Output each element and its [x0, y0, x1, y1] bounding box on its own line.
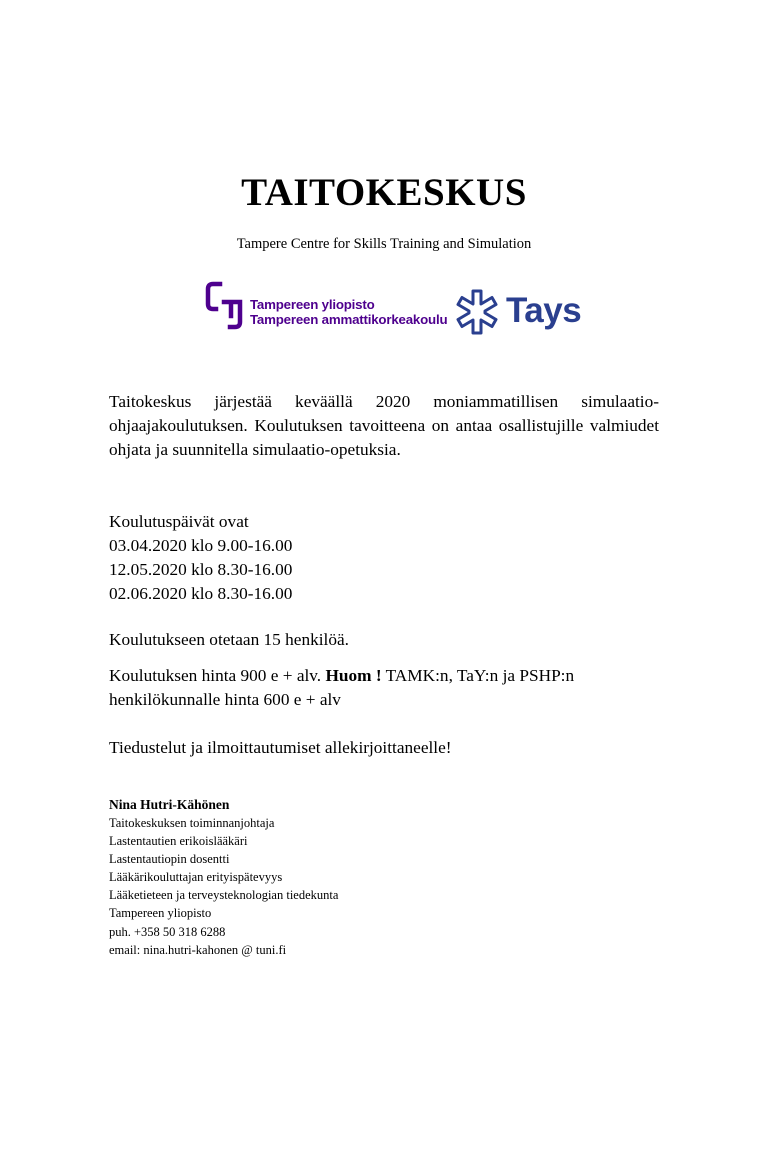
price-note: TAMK:n, TaY:n ja PSHP:n henkilökunnalle hinta 600 e + alv	[109, 666, 575, 709]
tuni-logo-line1: Tampereen yliopisto	[250, 297, 375, 312]
date-item: 02.06.2020 klo 8.30-16.00	[109, 584, 293, 603]
dates-heading: Koulutuspäivät ovat	[109, 512, 249, 531]
price-text: Koulutuksen hinta 900 e + alv.	[109, 666, 326, 685]
tampere-university-logo-text	[250, 297, 447, 327]
logo-row	[200, 278, 580, 338]
intro-paragraph: Taitokeskus järjestää keväällä 2020 moniammatillisen simulaatio-ohjaajakoulutuksen. Koulutuksen tavoitteena on antaa osallistujille valmiudet ohjata ja suunnitella simulaatio-opetuksia.	[109, 392, 659, 459]
price-paragraph	[109, 664, 659, 712]
signature-block	[109, 795, 338, 959]
price-note-label: Huom !	[325, 666, 382, 685]
date-item: 12.05.2020 klo 8.30-16.00	[109, 560, 293, 579]
page-title: TAITOKESKUS	[241, 171, 527, 214]
signature-line: Lääketieteen ja terveysteknologian tiedekunta	[109, 888, 339, 903]
page-subtitle: Tampere Centre for Skills Training and Simulation	[236, 236, 532, 252]
signature-email: email: nina.hutri-kahonen @ tuni.fi	[109, 942, 287, 957]
participants-text: Koulutukseen otetaan 15 henkilöä.	[109, 630, 349, 649]
signature-line: Lääkärikouluttajan erityispätevyys	[109, 870, 283, 885]
signature-line: Lastentautiopin dosentti	[109, 852, 230, 867]
signature-line: Lastentautien erikoislääkäri	[109, 834, 248, 849]
tays-star-of-life-icon	[453, 288, 501, 336]
tuni-logo-line2: Tampereen ammattikorkeakoulu	[250, 312, 448, 327]
signature-phone: puh. +358 50 318 6288	[109, 924, 226, 939]
tays-logo-text: Tays	[506, 291, 582, 330]
signature-line: Taitokeskuksen toiminnanjohtaja	[109, 816, 275, 830]
tampere-university-logo-icon	[204, 280, 248, 330]
signature-name: Nina Hutri-Kähönen	[109, 797, 230, 812]
training-dates	[109, 510, 292, 606]
contact-text: Tiedustelut ja ilmoittautumiset allekirjoittaneelle!	[109, 738, 452, 757]
date-item: 03.04.2020 klo 9.00-16.00	[109, 536, 293, 555]
signature-line: Tampereen yliopisto	[109, 906, 212, 921]
